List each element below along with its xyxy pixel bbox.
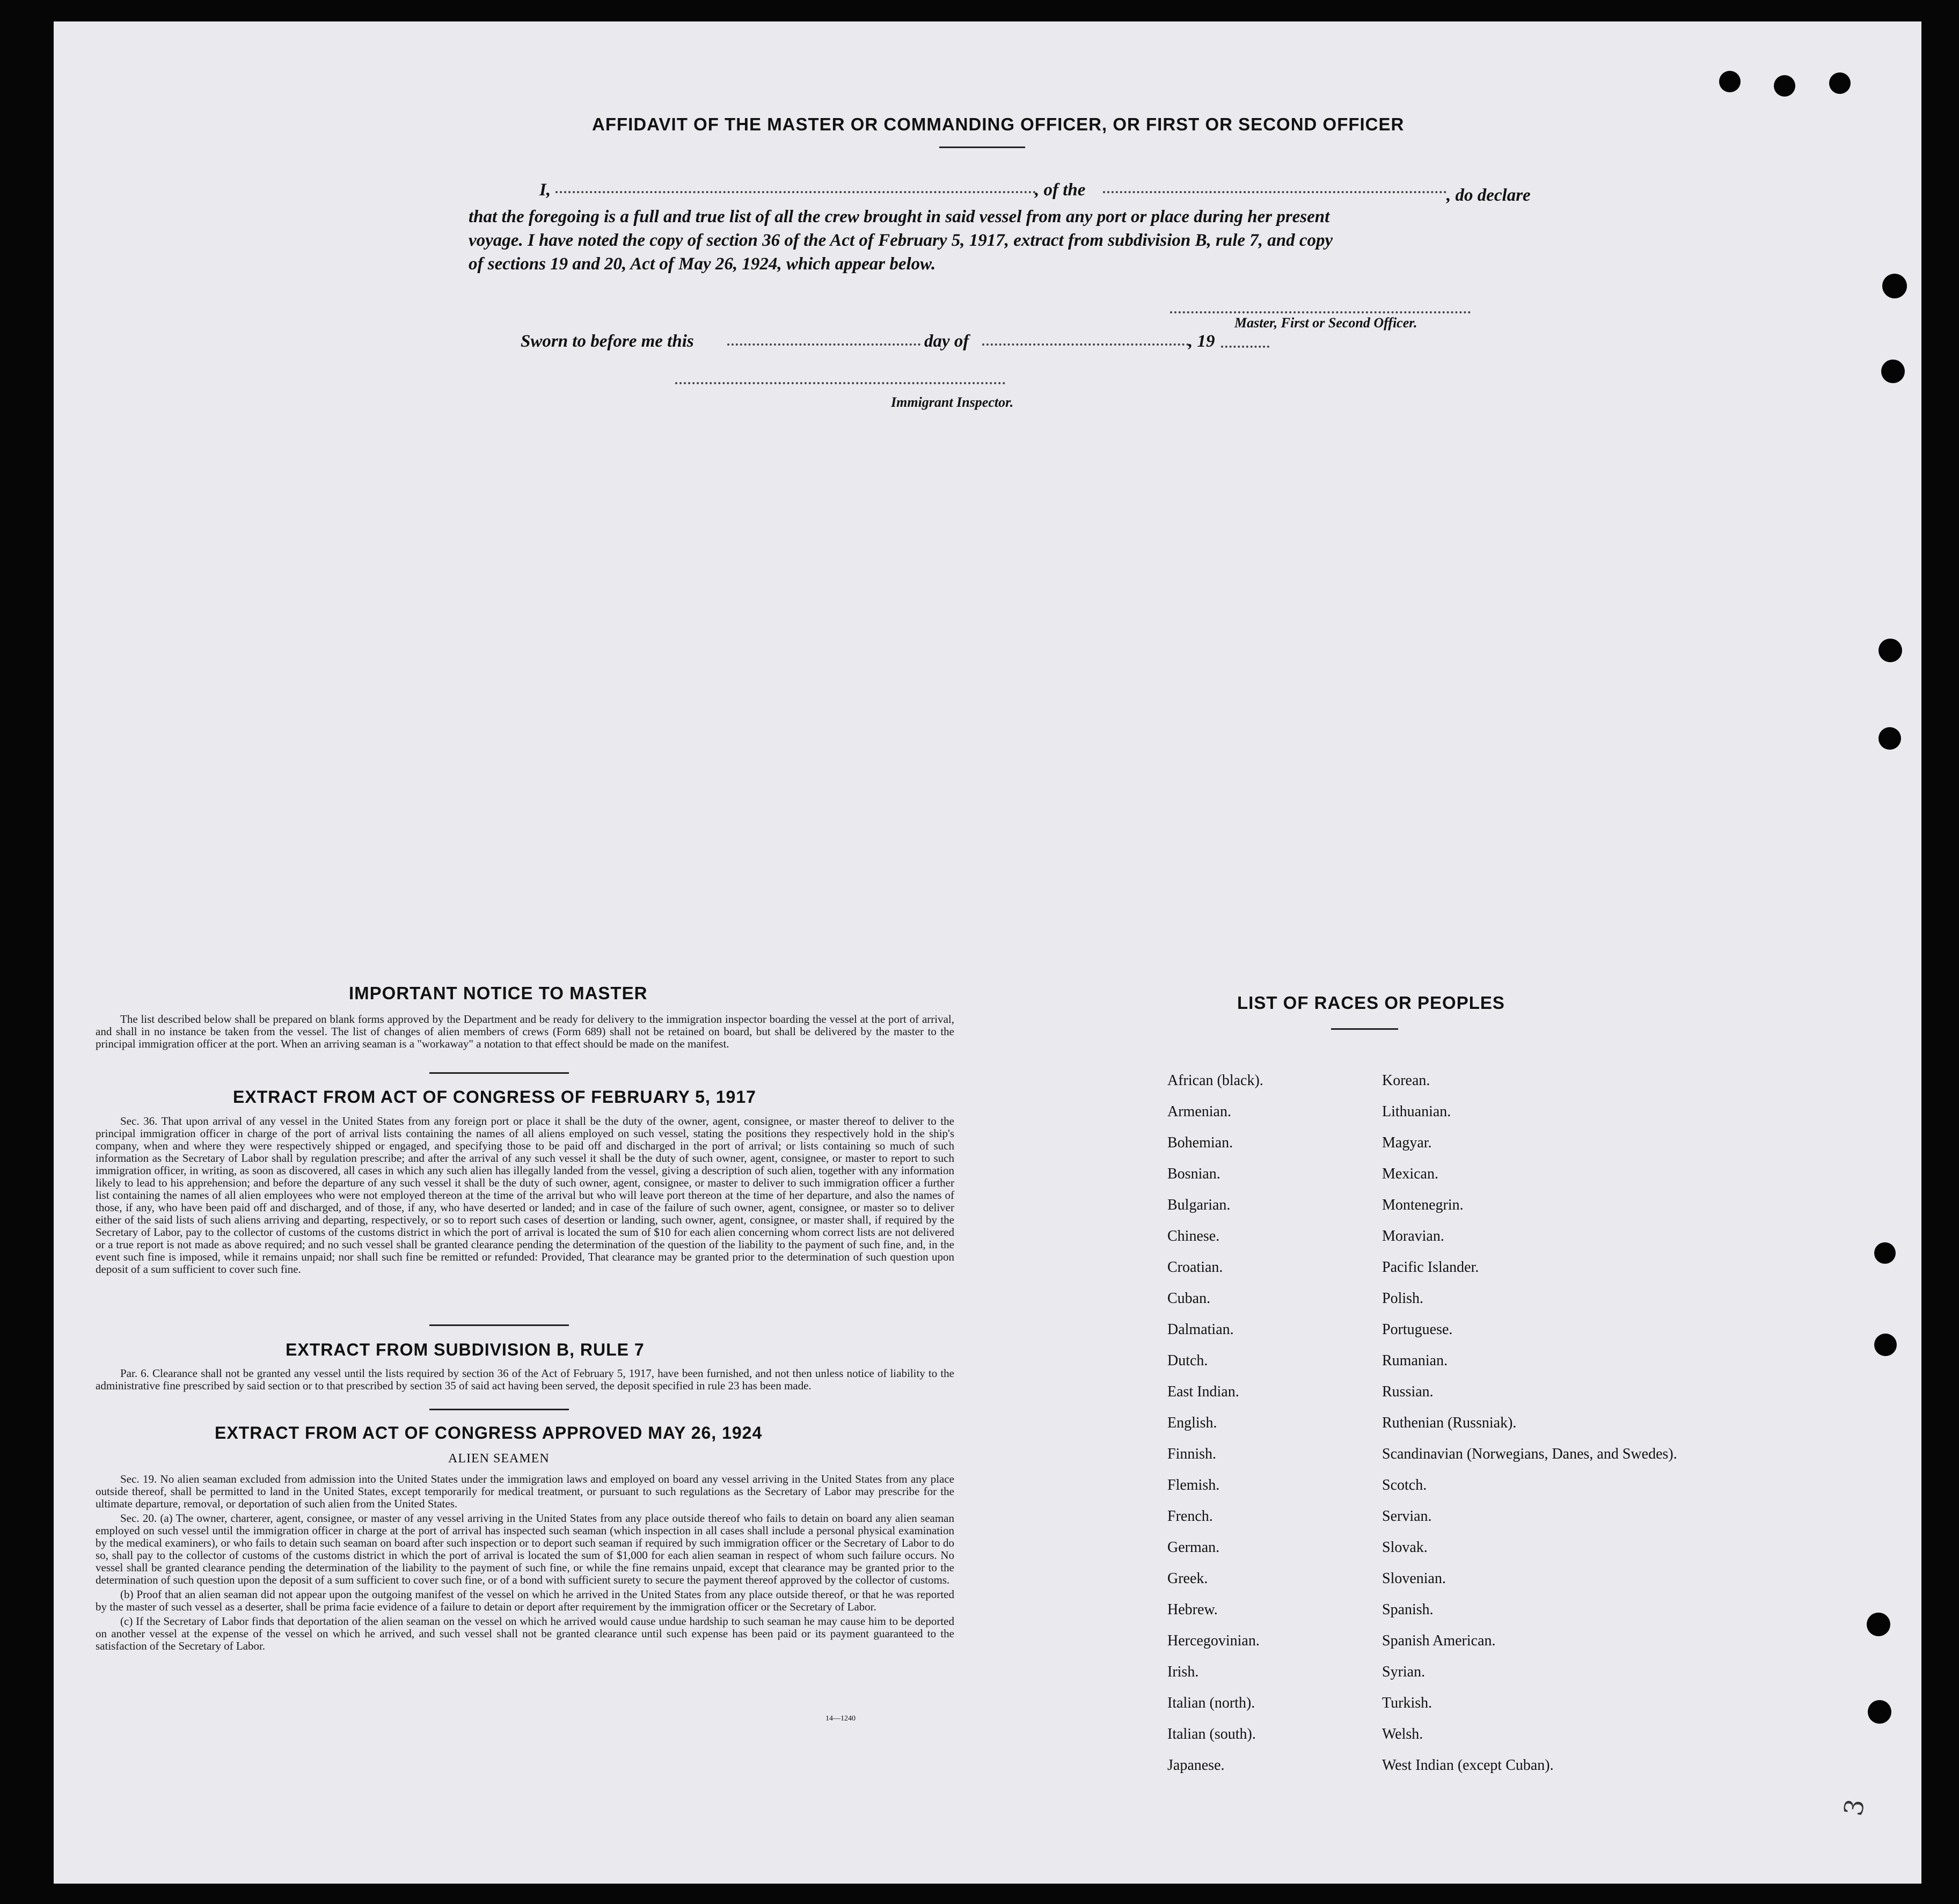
race-item: Armenian. [1167, 1103, 1231, 1120]
divider-3 [429, 1409, 569, 1410]
race-item: French. [1167, 1508, 1213, 1525]
binder-hole [1878, 727, 1901, 750]
sworn-month-blank [982, 343, 1189, 346]
signature-blank [1170, 311, 1471, 313]
alien-seamen-subheading: ALIEN SEAMEN [448, 1452, 550, 1466]
race-item: African (black). [1167, 1072, 1263, 1089]
races-left-column [1167, 1065, 1263, 1781]
race-item: Dutch. [1167, 1352, 1208, 1369]
inspector-blank [675, 382, 1005, 384]
divider-2 [429, 1324, 569, 1326]
race-item: Bosnian. [1167, 1166, 1220, 1182]
sworn-year: , 19 [1188, 332, 1215, 351]
binder-hole [1774, 75, 1795, 97]
extract-1917-text [96, 1115, 954, 1278]
race-item: Syrian. [1382, 1664, 1426, 1680]
race-item: Polish. [1382, 1290, 1424, 1307]
race-item: Hercegovinian. [1167, 1632, 1260, 1649]
sworn-day-blank [727, 343, 920, 346]
divider-1 [429, 1072, 569, 1074]
race-item: Bulgarian. [1167, 1197, 1231, 1213]
notice-text [96, 1013, 954, 1052]
signature-label: Master, First or Second Officer. [1234, 315, 1417, 331]
race-item: Greek. [1167, 1570, 1208, 1587]
race-item: West Indian (except Cuban). [1382, 1757, 1554, 1774]
race-item: Italian (south). [1167, 1726, 1256, 1742]
sec20b-paragraph: (b) Proof that an alien seaman did not appear upon the outgoing manifest of the vessel on which he arrived in the United States from any place outside thereof, or that he was reported by the master of such vessel as a deserter, shall be prima facie evidence of a failure to detain or deport after requirement by the immigration officer or the Secretary of Labor. [96, 1588, 954, 1613]
affidavit-line-2: that the foregoing is a full and true list of all the crew brought in said vessel from any port or place during her present [469, 207, 1330, 226]
rule7-text [96, 1367, 954, 1394]
notice-heading: IMPORTANT NOTICE TO MASTER [349, 983, 648, 1003]
binder-hole [1882, 274, 1907, 298]
race-item: Welsh. [1382, 1726, 1423, 1742]
race-item: Hebrew. [1167, 1601, 1218, 1618]
races-heading: LIST OF RACES OR PEOPLES [1237, 993, 1505, 1013]
par6-paragraph: Par. 6. Clearance shall not be granted any vessel until the lists required by section 36 of the Act of February 5, 1917, have been furnished, and not then unless notice of liability to the administrative fine prescribed by said section or to that prescribed by section 35 of said act having been served, the deposit specified in rule 23 has been made. [96, 1367, 954, 1392]
inspector-label: Immigrant Inspector. [891, 394, 1014, 410]
extract-1924-text [96, 1473, 954, 1654]
race-item: Slovenian. [1382, 1570, 1446, 1587]
race-item: Cuban. [1167, 1290, 1211, 1307]
race-item: Flemish. [1167, 1477, 1220, 1493]
race-item: Japanese. [1167, 1757, 1225, 1774]
race-item: German. [1167, 1539, 1220, 1556]
race-item: Montenegrin. [1382, 1197, 1464, 1213]
affidavit-title: AFFIDAVIT OF THE MASTER OR COMMANDING OFFICER, OR FIRST OR SECOND OFFICER [592, 114, 1405, 134]
name-blank [555, 191, 1036, 193]
binder-hole [1867, 1613, 1890, 1636]
race-item: Turkish. [1382, 1695, 1432, 1711]
binder-hole [1829, 72, 1851, 94]
race-item: Ruthenian (Russniak). [1382, 1415, 1517, 1431]
binder-hole [1719, 71, 1741, 92]
race-item: Chinese. [1167, 1228, 1220, 1244]
sworn-year-blank [1221, 346, 1269, 348]
race-item: Italian (north). [1167, 1695, 1255, 1711]
race-item: English. [1167, 1415, 1217, 1431]
sec20a-paragraph: Sec. 20. (a) The owner, charterer, agent, consignee, or master of any vessel arriving in the United States from any place outside thereof who fails to detain on board any alien seaman employed on such vessel until the immigration officer in charge at the port of arrival has inspected such seaman (which inspection in all cases shall include a personal physical examination by the medical examiners), or who fails to detain such seaman on board after such inspection or to deport such seaman if required by such immigration officer or the Secretary of Labor to do so, shall pay to the collector of customs of the customs district in which the port of arrival is located the sum of $1,000 for each alien seaman in respect of whom such failure occurs. No vessel shall be granted clearance pending the determination of the liability to the payment of such fine, or while the fine remains unpaid, except that clearance may be granted prior to the determination of such question upon the deposit of a sum sufficient to cover such fine, or of a bond with sufficient surety to secure the payment thereof approved by the collector of customs. [96, 1512, 954, 1586]
sec36-paragraph: Sec. 36. That upon arrival of any vessel in the United States from any foreign port or place it shall be the duty of the owner, agent, consignee, or master thereof to deliver to the principal immigration officer in charge of the port of arrival lists containing the names of all aliens employed on such vessel, stating the positions they respectively hold in the ship's company, when and where they were respectively shipped or engaged, and specifying those to be paid off and discharged in the port of arrival; or lists containing so much of such information as the Secretary of Labor shall by regulation prescribe; and after the arrival of any such vessel it shall be the duty of such owner, agent, consignee, or master to report to such immigration officer, in writing, as soon as discovered, all cases in which any such alien has illegally landed from the vessel, giving a description of such alien, together with any information likely to lead to his apprehension; and before the departure of any such vessel it shall be the duty of such owner, agent, consignee, or master to deliver to such immigration officer a further list containing the names of all alien employees who were not employed thereon at the time of the arrival but who will leave port thereon at the time of her departure, and also the names of those, if any, who have been paid off and discharged, and of those, if any, who have deserted or landed; and in case of the failure of such owner, agent, consignee, or master so to deliver either of the said lists of such aliens arriving and departing, respectively, or so to report such cases of desertion or landing, such owner, agent, consignee, or master shall, if required by the Secretary of Labor, pay to the collector of customs of the customs district in which the port of arrival is located the sum of $10 for each alien concerning whom correct lists are not delivered or a true report is not made as above required; and no such vessel shall be granted clearance pending the determination of the question of the liability to the payment of such fine, and, in the event such fine is imposed, while it remains unpaid; nor shall such fine be remitted or refunded: Provided, That clearance may be granted prior to the determination of such question upon deposit of a sum sufficient to cover such fine. [96, 1115, 954, 1276]
race-item: Magyar. [1382, 1134, 1432, 1151]
race-item: Spanish. [1382, 1601, 1434, 1618]
vessel-blank [1103, 191, 1446, 193]
race-item: Scandinavian (Norwegians, Danes, and Swedes). [1382, 1446, 1677, 1462]
page-mark: 3 [1838, 1797, 1871, 1818]
extract-1917-heading: EXTRACT FROM ACT OF CONGRESS OF FEBRUARY 5, 1917 [233, 1087, 756, 1107]
race-item: Pacific Islander. [1382, 1259, 1479, 1276]
race-item: Mexican. [1382, 1166, 1438, 1182]
binder-hole [1878, 639, 1902, 662]
sworn-prefix: Sworn to before me this [521, 332, 694, 351]
race-item: Slovak. [1382, 1539, 1428, 1556]
intro-i: I, [539, 180, 551, 200]
race-item: Rumanian. [1382, 1352, 1448, 1369]
race-item: Finnish. [1167, 1446, 1217, 1462]
extract-1924-heading: EXTRACT FROM ACT OF CONGRESS APPROVED MAY 26, 1924 [215, 1423, 763, 1442]
sec20c-paragraph: (c) If the Secretary of Labor finds that deportation of the alien seaman on the vessel on which he arrived would cause undue hardship to such seaman he may cause him to be deported on another vessel at the expense of the vessel on which he arrived, and such vessel shall not be granted clearance until such expense has been paid or its payment guaranteed to the satisfaction of the Secretary of Labor. [96, 1615, 954, 1652]
binder-hole [1874, 1334, 1897, 1356]
race-item: Spanish American. [1382, 1632, 1496, 1649]
binder-hole [1874, 1242, 1896, 1264]
race-item: Lithuanian. [1382, 1103, 1451, 1120]
race-item: Irish. [1167, 1664, 1199, 1680]
title-underline [939, 147, 1025, 148]
races-right-column [1382, 1065, 1677, 1781]
race-item: Moravian. [1382, 1228, 1444, 1244]
race-item: Russian. [1382, 1383, 1434, 1400]
notice-paragraph: The list described below shall be prepared on blank forms approved by the Department and be ready for delivery to the immigration inspector boarding the vessel at the port of arrival, and shall in no instance be taken from the vessel. The list of changes of alien members of crews (Form 689) shall not be retained on board, but shall be delivered by the master to the principal immigration officer at the port. When an arriving seaman is a "workaway" a notation to that effect should be made on the manifest. [96, 1013, 954, 1050]
race-item: Portuguese. [1382, 1321, 1453, 1338]
race-item: Korean. [1382, 1072, 1430, 1089]
sworn-day-of: day of [924, 332, 969, 351]
race-item: Servian. [1382, 1508, 1432, 1525]
races-underline [1331, 1028, 1398, 1030]
race-item: Bohemian. [1167, 1134, 1233, 1151]
race-item: Scotch. [1382, 1477, 1427, 1493]
affidavit-line-4: of sections 19 and 20, Act of May 26, 1924, which appear below. [469, 254, 936, 274]
race-item: Dalmatian. [1167, 1321, 1234, 1338]
rule7-heading: EXTRACT FROM SUBDIVISION B, RULE 7 [286, 1340, 645, 1359]
binder-hole [1868, 1700, 1891, 1724]
race-item: East Indian. [1167, 1383, 1239, 1400]
form-number: 14—1240 [825, 1715, 856, 1723]
document-page [54, 21, 1921, 1884]
intro-of-the: , of the [1035, 180, 1086, 200]
sec19-paragraph: Sec. 19. No alien seaman excluded from admission into the United States under the immigration laws and employed on board any vessel arriving in the United States from any place outside thereof, shall be permitted to land in the United States, except temporarily for medical treatment, or pursuant to such regulations as the Secretary of Labor may prescribe for the ultimate departure, removal, or deportation of such alien from the United States. [96, 1473, 954, 1510]
binder-hole [1881, 360, 1905, 383]
affidavit-line-3: voyage. I have noted the copy of section 36 of the Act of February 5, 1917, extract from subdivision B, rule 7, and copy [469, 231, 1333, 250]
race-item: Croatian. [1167, 1259, 1223, 1276]
intro-declare: , do declare [1446, 186, 1531, 205]
